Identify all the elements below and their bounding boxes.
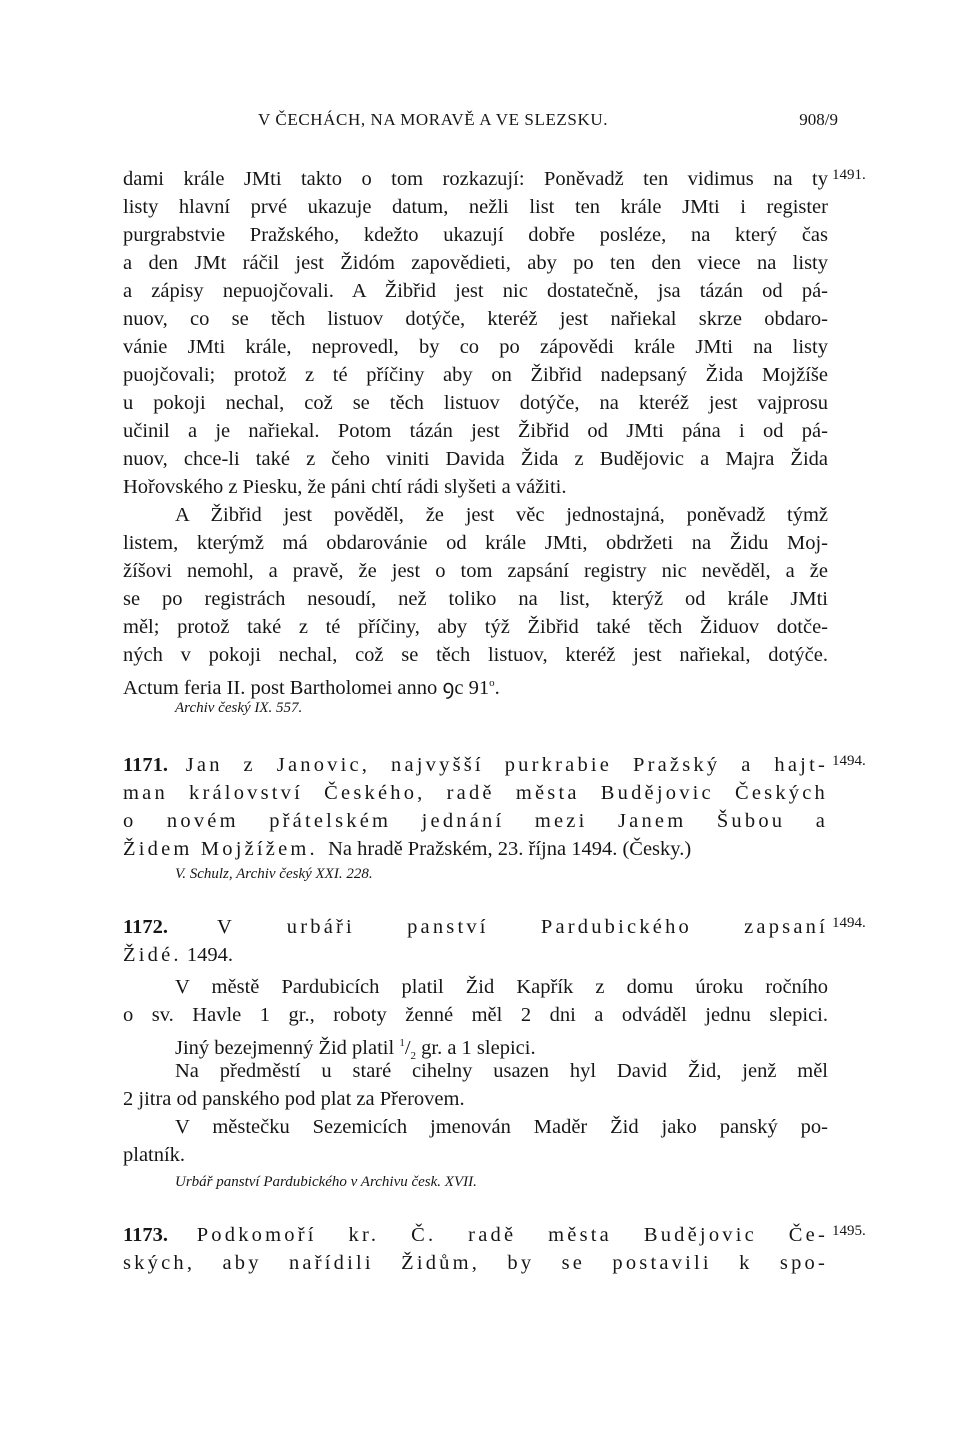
text-line: purgrabstvie Pražského, kdežto ukazují dobře posléze, na který čas — [123, 224, 828, 246]
text-line: měl; protož také z té příčiny, aby týž Žibřid také těch Židuov dotče- — [123, 616, 828, 638]
text-line: se po registrách nesoudí, než toliko na list, kterýž od krále JMti — [123, 588, 828, 610]
text-line: učinil a je nařiekal. Potom tázán jest Žibřid od JMti pána i od pá- — [123, 420, 828, 442]
text-line: u pokoji nechal, což se těch listuov dotýče, na kteréž jest vajprosu — [123, 392, 828, 414]
text-line: Na předměstí u staré cihelny usazen hyl David Žid, jenž měl — [175, 1060, 828, 1082]
text-line — [123, 668, 828, 698]
text-line — [123, 940, 828, 970]
text-line: puojčovali; protož z té příčiny aby on Žibřid nadepsaný Žida Mojžíše — [123, 364, 828, 386]
text-line: Hořovského z Piesku, že páni chtí rádi slyšeti a vážiti. — [123, 476, 567, 498]
regest-date: Na hradě Pražském, 23. října 1494. (Česky.) — [328, 838, 692, 860]
source-citation: V. Schulz, Archiv český XXI. 228. — [175, 866, 373, 882]
text-line — [123, 912, 828, 942]
text-line: V městě Pardubicích platil Žid Kapřík z domu úroku ročního — [175, 976, 828, 998]
text-line: nuov, co se těch listuov dotýče, kteréž jest nařiekal skrze obdaro- — [123, 308, 828, 330]
running-head: V ČECHÁCH, NA MORAVĚ A VE SLEZSKU. — [258, 110, 609, 129]
text-line: nuov, chce-li také z čeho viniti Davida Žida z Budějovic a Majra Žida — [123, 448, 828, 470]
margin-date: 1491. — [832, 167, 866, 183]
text-line — [123, 834, 828, 864]
text-line: A Žibřid jest pověděl, že jest věc jednostajná, poněvadž týmž — [175, 504, 828, 526]
text-line: ských, aby nařídili Židům, by se postavili k spo- — [123, 1252, 828, 1274]
page-number: 908/9 — [799, 110, 838, 129]
text-line: listy hlavní prvé ukazuje datum, nežli list ten krále JMti i register — [123, 196, 828, 218]
text-line: platník. — [123, 1144, 186, 1166]
text-line: man království Českého, radě města Budějovic Českých — [123, 782, 828, 804]
actum-end: . — [494, 676, 500, 699]
margin-date: 1494. — [832, 753, 866, 769]
fraction-numerator: 1 — [399, 1037, 405, 1049]
text-line: listem, kterýmž má obdarovánie od krále JMti, obdržeti na Židu Moj- — [123, 532, 828, 554]
text-segment: Jiný bezejmenný Žid platil — [175, 1036, 395, 1059]
document-number: 1171. — [123, 754, 168, 776]
document-number: 1173. — [123, 1224, 168, 1246]
regest-text: Podkomoří kr. Č. radě města Budějovic Če- — [196, 1224, 829, 1246]
margin-date: 1494. — [832, 915, 866, 931]
regest-text: Jan z Janovic, najvyšší purkrabie Pražský a hajt- — [185, 754, 828, 776]
page-header — [123, 104, 838, 134]
margin-date: 1495. — [832, 1223, 866, 1239]
regest-text: Židé. — [123, 944, 182, 966]
text-line: 2 jitra od panského pod plat za Přerovem. — [123, 1088, 465, 1110]
source-citation: Urbář panství Pardubického v Archivu česk. XVII. — [175, 1174, 477, 1190]
text-line: žíšovi nemohl, a pravě, že jest o tom zapsání registry nic nevěděl, a že — [123, 560, 828, 582]
document-number: 1172. — [123, 916, 168, 938]
text-line: a den JMt ráčil jest Židóm zapovědieti, aby po ten den viece na listy — [123, 252, 828, 274]
actum-text: Actum feria II. post Bartholomei anno ꝯc 91 — [123, 676, 490, 699]
text-line: a zápisy nepuojčovali. A Žibřid jest nic dostatečně, jsa tázán od pá- — [123, 280, 828, 302]
text-segment: gr. a 1 slepici. — [421, 1036, 536, 1059]
text-line: ných v pokoji nechal, což se těch listuov, kteréž jest nařiekal, dotýče. — [123, 644, 828, 666]
source-citation: Archiv český IX. 557. — [175, 700, 303, 716]
text-line: Jiný bezejmenný Žid platil $^1/_2$ gr. a 1 slepici. — [175, 1036, 536, 1062]
text-line — [123, 1220, 828, 1250]
regest-text: Židem Mojžížem. — [123, 838, 318, 860]
text-line: vánie JMti krále, neprovedl, by co po zápovědi krále JMti na listy — [123, 336, 828, 358]
text-line: o novém přátelském jednání mezi Janem Šubou a — [123, 810, 828, 832]
text-line: o sv. Havle 1 gr., roboty ženné měl 2 dni a odváděl jednu slepici. — [123, 1004, 828, 1026]
text-line: dami krále JMti takto o tom rozkazují: Poněvadž ten vidimus na ty — [123, 168, 828, 190]
regest-text: V urbáři panství Pardubického zapsaní — [216, 916, 828, 938]
superscript: o — [489, 677, 495, 689]
fraction-denominator: 2 — [410, 1049, 417, 1062]
regest-date: 1494. — [186, 944, 233, 966]
text-line — [123, 750, 828, 780]
text-line: V městečku Sezemicích jmenován Maděr Žid jako panský po- — [175, 1116, 828, 1138]
